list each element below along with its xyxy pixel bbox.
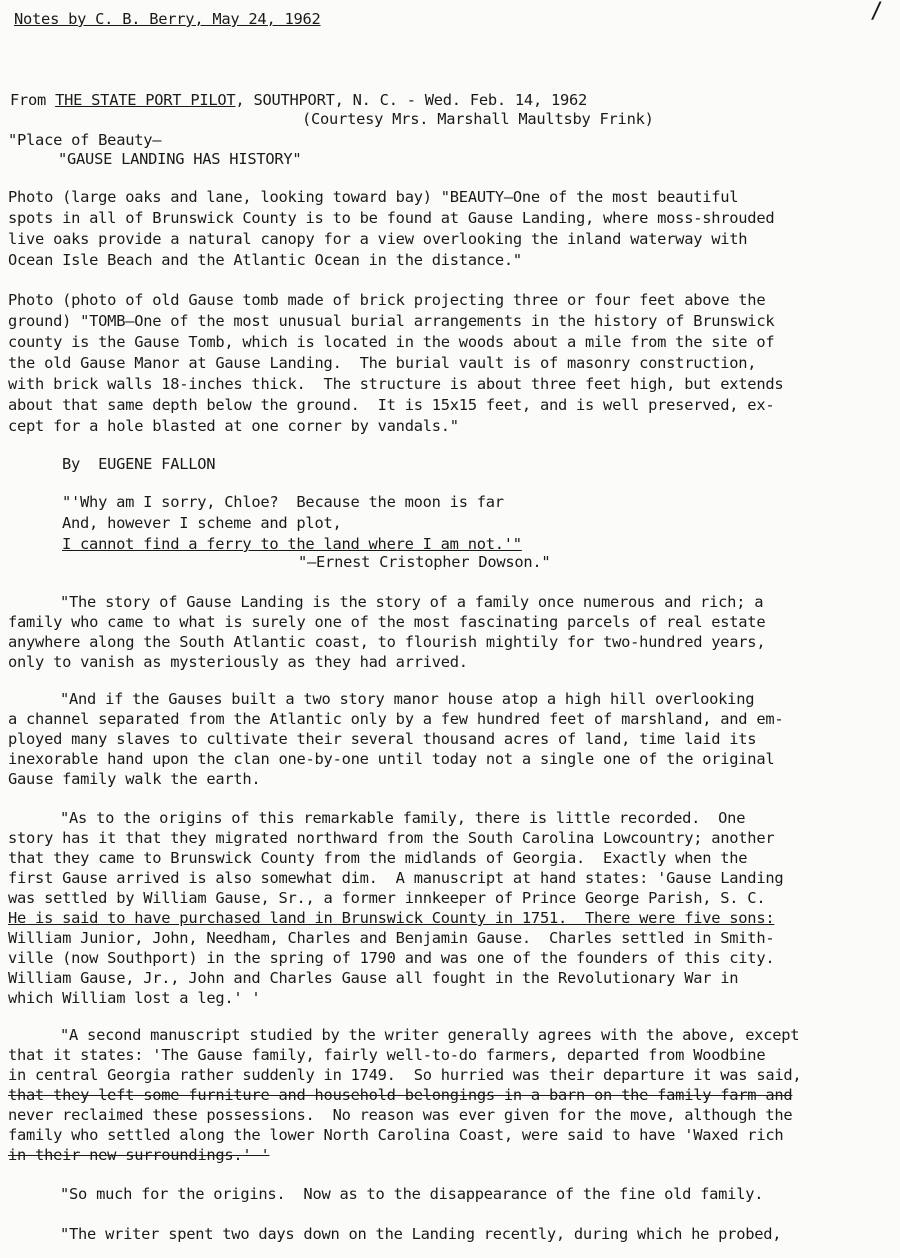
photo2-line: with brick walls 18-inches thick. The structure is about three feet high, but extends xyxy=(8,375,784,393)
source-line-2: (Courtesy Mrs. Marshall Maultsby Frink) xyxy=(302,110,654,128)
para4-struck-text: that they left some furniture and household belongings in a barn on the family farm and xyxy=(8,1086,793,1104)
source-prefix: From xyxy=(10,91,56,109)
para1-line: family who came to what is surely one of the most fascinating parcels of real estate xyxy=(8,613,766,631)
para3-line: first Gause arrived is also somewhat dim. A manuscript at hand states: 'Gause Landing xyxy=(8,869,784,887)
para3-underlined-text: He is said to have purchased land in Brunswick County in 1751. There were five sons: xyxy=(8,909,775,927)
para4-line: that it states: 'The Gause family, fairly well-to-do farmers, departed from Woodbine xyxy=(8,1046,766,1064)
para2-line: "And if the Gauses built a two story manor house atop a high hill overlooking xyxy=(60,690,755,708)
para3-line: ville (now Southport) in the spring of 1790 and was one of the founders of this city. xyxy=(8,949,775,967)
notes-header-text: Notes by C. B. Berry, May 24, 1962 xyxy=(14,10,321,28)
photo1-line: spots in all of Brunswick County is to be found at Gause Landing, where moss-shrouded xyxy=(8,209,775,227)
para4-line: in central Georgia rather suddenly in 1749. So hurried was their departure it was said, xyxy=(8,1066,802,1084)
para3-line: "As to the origins of this remarkable family, there is little recorded. One xyxy=(60,809,746,827)
source-line-1 xyxy=(10,90,587,111)
source-details: , SOUTHPORT, N. C. - Wed. Feb. 14, 1962 xyxy=(235,91,588,109)
para2-line: ployed many slaves to cultivate their several thousand acres of land, time laid its xyxy=(8,730,757,748)
para1-line: only to vanish as mysteriously as they had arrived. xyxy=(8,653,468,671)
poem-line: And, however I scheme and plot, xyxy=(62,514,342,532)
notes-header xyxy=(14,9,321,30)
para3-line: story has it that they migrated northward from the South Carolina Lowcountry; another xyxy=(8,829,775,847)
para4-line: never reclaimed these possessions. No reason was ever given for the move, although the xyxy=(8,1106,793,1124)
headline-line-2: "GAUSE LANDING HAS HISTORY" xyxy=(58,150,302,168)
para1-line: "The story of Gause Landing is the story of a family once numerous and rich; a xyxy=(60,593,764,611)
para3-line: which William lost a leg.' ' xyxy=(8,989,261,1007)
para3-line: William Gause, Jr., John and Charles Gause all fought in the Revolutionary War in xyxy=(8,969,739,987)
para5-line: "So much for the origins. Now as to the disappearance of the fine old family. xyxy=(60,1185,764,1203)
photo1-line: Ocean Isle Beach and the Atlantic Ocean in the distance." xyxy=(8,251,522,269)
para1-line: anywhere along the South Atlantic coast, to flourish mightily for two-hundred years, xyxy=(8,633,766,651)
photo2-line: county is the Gause Tomb, which is located in the woods about a mile from the site of xyxy=(8,333,775,351)
photo2-line: ground) "TOMB—One of the most unusual burial arrangements in the history of Brunswick xyxy=(8,312,775,330)
para2-line: a channel separated from the Atlantic only by a few hundred feet of marshland, and em- xyxy=(8,710,784,728)
para4-line xyxy=(8,1145,269,1166)
para4-line: family who settled along the lower North Carolina Coast, were said to have 'Waxed rich xyxy=(8,1126,784,1144)
para3-line: William Junior, John, Needham, Charles and Benjamin Gause. Charles settled in Smith- xyxy=(8,929,775,947)
para4-struck-text: in their new surroundings.' ' xyxy=(8,1146,270,1164)
photo2-line: about that same depth below the ground. It is 15x15 feet, and is well preserved, ex- xyxy=(8,396,775,414)
poem-attribution: "—Ernest Cristopher Dowson." xyxy=(298,553,551,571)
corner-mark: / xyxy=(870,0,883,24)
para4-line xyxy=(8,1085,792,1106)
para4-line: "A second manuscript studied by the writer generally agrees with the above, except xyxy=(60,1026,800,1044)
photo2-line: cept for a hole blasted at one corner by vandals." xyxy=(8,417,459,435)
photo2-line: Photo (photo of old Gause tomb made of brick projecting three or four feet above the xyxy=(8,291,766,309)
source-paper-name: THE STATE PORT PILOT xyxy=(55,91,236,109)
photo1-line: Photo (large oaks and lane, looking toward bay) "BEAUTY—One of the most beautiful xyxy=(8,188,739,206)
headline-line-1: "Place of Beauty— xyxy=(8,131,162,149)
byline: By EUGENE FALLON xyxy=(62,455,216,473)
para3-line xyxy=(8,908,774,929)
photo2-line: the old Gause Manor at Gause Landing. The burial vault is of masonry construction, xyxy=(8,354,757,372)
para3-line: was settled by William Gause, Sr., a former innkeeper of Prince George Parish, S. C. xyxy=(8,889,766,907)
poem-line: "'Why am I sorry, Chloe? Because the moon is far xyxy=(62,493,504,511)
photo1-line: live oaks provide a natural canopy for a view overlooking the inland waterway with xyxy=(8,230,748,248)
para6-line: "The writer spent two days down on the Landing recently, during which he probed, xyxy=(60,1225,782,1243)
para2-line: inexorable hand upon the clan one-by-one until today not a single one of the original xyxy=(8,750,775,768)
para2-line: Gause family walk the earth. xyxy=(8,770,261,788)
poem-line-text: I cannot find a ferry to the land where I am not.'" xyxy=(62,535,522,553)
para3-line: that they came to Brunswick County from the midlands of Georgia. Exactly when the xyxy=(8,849,748,867)
